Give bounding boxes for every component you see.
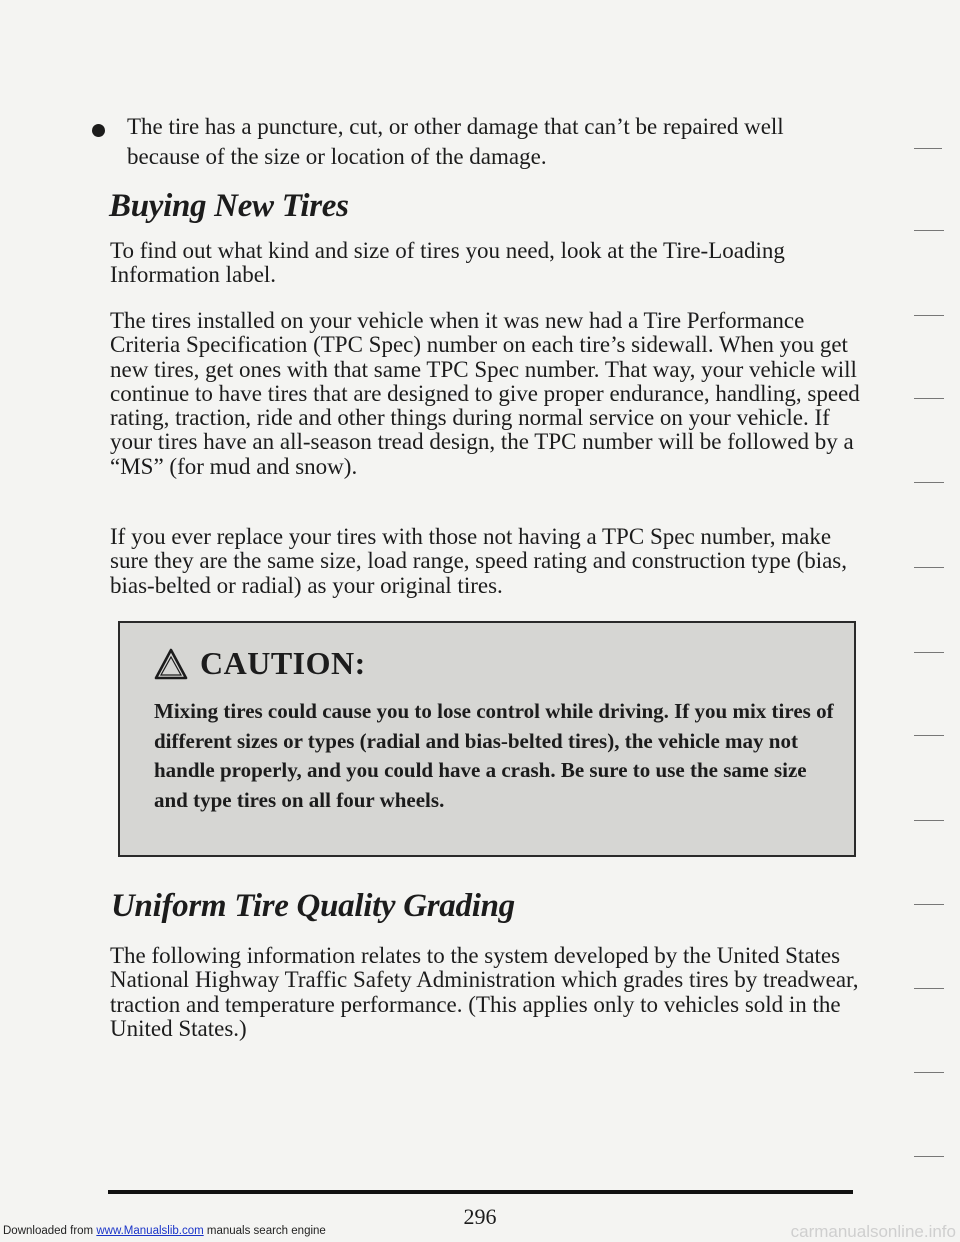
margin-mark <box>914 904 944 905</box>
margin-mark <box>914 482 944 483</box>
bullet-item <box>92 112 862 172</box>
page-number: 296 <box>463 1204 497 1229</box>
margin-mark <box>914 1156 944 1157</box>
paragraph-replace-tires: If you ever replace your tires with those not having a TPC Spec number, make sure they are the same size, load range, speed rating and construction type (bias, bias-belted or radial) as your original tires. <box>110 524 848 598</box>
bullet-dot-icon <box>92 124 105 137</box>
bullet-text: The tire has a puncture, cut, or other damage that can’t be repaired well because of the size or location of the damage. <box>127 114 784 169</box>
paragraph-tpc-spec: The tires installed on your vehicle when it was new had a Tire Performance Criteria Specification (TPC Spec) number on each tire’s sidewall. When you get new tires, get ones with that same TPC Spec number. That way, your vehicle will continue to have tires that are designed to give proper endurance, handling, speed rating, traction, ride and other things during normal service on your vehicle. If your tires have an all-season tread design, the TPC number will be followed by a “MS” (for mud and snow). <box>110 308 860 479</box>
watermark: carmanualsonline.info <box>790 1222 956 1241</box>
section-heading-uniform-tire-quality-grading: Uniform Tire Quality Grading <box>111 888 515 924</box>
caution-box <box>118 621 856 857</box>
margin-mark <box>914 1072 944 1073</box>
margin-mark <box>914 988 944 989</box>
paragraph-tire-size: To find out what kind and size of tires you need, look at the Tire-Loading Information label. <box>110 238 785 288</box>
warning-triangle-icon <box>154 648 188 680</box>
margin-mark <box>914 315 944 316</box>
caution-label: CAUTION: <box>200 645 366 681</box>
caution-title <box>154 645 366 682</box>
paragraph-utqg: The following information relates to the system developed by the United States National Highway Traffic Safety Administration which grades tires by treadwear, traction and temperature performance. (This applies only to vehicles sold in the United States.) <box>110 943 859 1041</box>
source-suffix: manuals search engine <box>203 1225 326 1237</box>
manualslib-link[interactable]: www.Manualslib.com <box>96 1225 204 1237</box>
margin-mark <box>914 652 944 653</box>
margin-mark <box>914 820 944 821</box>
margin-mark <box>914 567 944 568</box>
source-line <box>3 1225 326 1237</box>
footer-rule <box>108 1190 853 1194</box>
margin-mark <box>914 398 944 399</box>
margin-mark <box>914 230 944 231</box>
margin-mark <box>914 148 942 149</box>
section-heading-buying-new-tires: Buying New Tires <box>109 188 349 224</box>
margin-mark <box>914 735 944 736</box>
source-prefix: Downloaded from <box>3 1225 97 1237</box>
caution-text: Mixing tires could cause you to lose control while driving. If you mix tires of different sizes or types (radial and bias-belted tires), the vehicle may not handle properly, and you could have a crash. Be sure to use the same size and type tires on all four wheels. <box>154 699 834 812</box>
